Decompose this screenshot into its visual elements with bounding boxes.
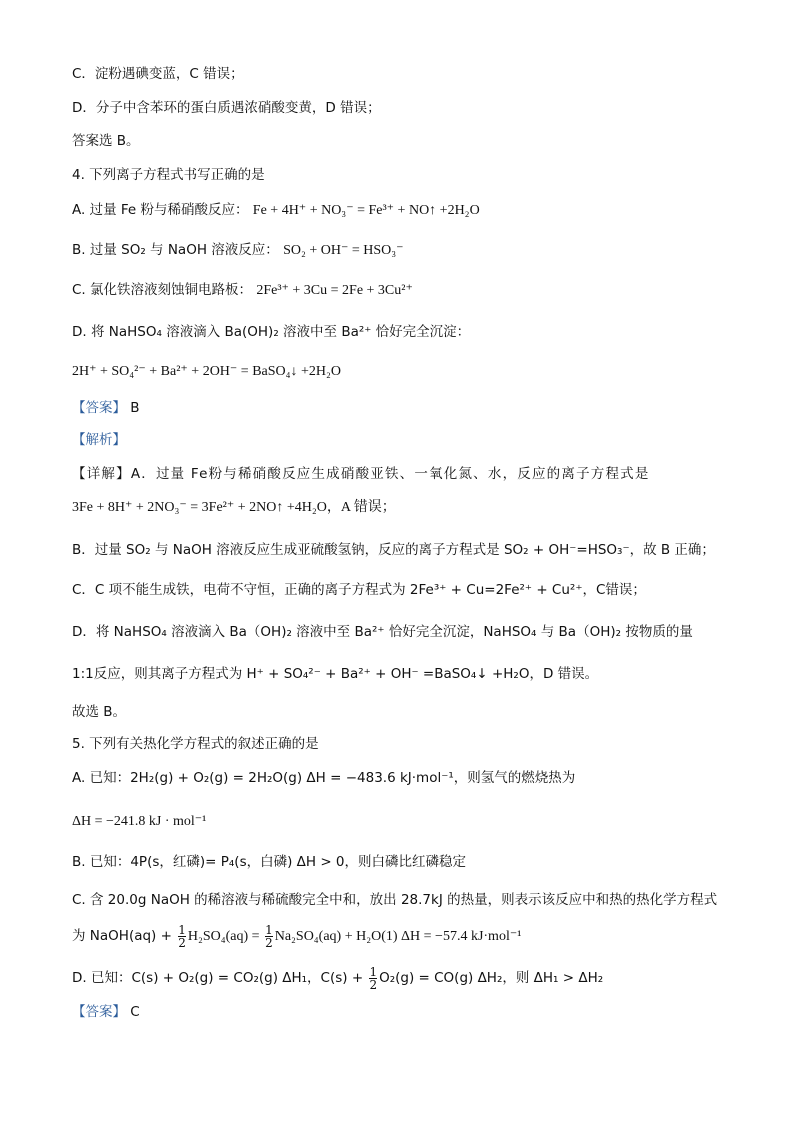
text-line: 答案选 B。 (72, 133, 140, 149)
answer-label: 【答案】 (72, 1004, 126, 1020)
explanation-text: A．过量 Fe粉与稀硝酸反应生成硝酸亚铁、一氧化氮、水，反应的离子方程式是 (130, 466, 650, 482)
option-c: C. 含 20.0g NaOH 的稀溶液与稀硫酸完全中和，放出 28.7kJ 的热量，则表示该反应中和热的热化学方程式 (72, 892, 718, 908)
denominator: 2 (369, 978, 378, 992)
numerator: 1 (265, 923, 273, 937)
answer-line (72, 1002, 140, 1022)
option-a (72, 200, 480, 221)
option-d (72, 966, 603, 991)
explanation-text: 3Fe + 8H⁺ + 2NO₃⁻ = 3Fe²⁺ + 2NO↑ +4H₂O，A 错误； (72, 500, 396, 515)
explanation-text: B．过量 SO₂ 与 NaOH 溶液反应生成亚硫酸氢钠，反应的离子方程式是 SO₂ + OH⁻=HSO₃⁻，故 B 正确； (72, 542, 715, 558)
option-text: B. 过量 SO₂ 与 NaOH 溶液反应： (72, 242, 279, 258)
text-line: C．淀粉遇碘变蓝，C 错误； (72, 66, 244, 82)
equation: SO₂ + OH⁻ = HSO₃⁻ (283, 243, 404, 258)
explanation-text: 1:1反应，则其离子方程式为 H⁺ + SO₄²⁻ + Ba²⁺ + OH⁻ =BaSO₄↓ +H₂O，D 错误。 (72, 666, 599, 682)
explanation-text: D．将 NaHSO₄ 溶液滴入 Ba（OH)₂ 溶液中至 Ba²⁺ 恰好完全沉淀，NaHSO₄ 与 Ba（OH)₂ 按物质的量 (72, 624, 693, 640)
numerator: 1 (178, 923, 186, 937)
question-5-title: 5. 下列有关热化学方程式的叙述正确的是 (72, 736, 319, 752)
equation: Fe + 4H⁺ + NO₃⁻ = Fe³⁺ + NO↑ +2H₂O (252, 203, 480, 218)
option-a: A. 已知：2H₂(g) + O₂(g) = 2H₂O(g) ΔH = −483.6 kJ·mol⁻¹，则氢气的燃烧热为 (72, 770, 576, 786)
fraction (369, 966, 377, 991)
option-c-equation (72, 924, 521, 949)
text-line: D．分子中含苯环的蛋白质遇浓硝酸变黄，D 错误； (72, 100, 381, 116)
detail-label: 【详解】 (72, 466, 131, 482)
fraction (178, 924, 186, 949)
denominator: 2 (265, 936, 273, 950)
equation: 2Fe³⁺ + 3Cu = 2Fe + 3Cu²⁺ (256, 283, 413, 298)
equation-part: D. 已知：C(s) + O₂(g) = CO₂(g) ΔH₁，C(s) + (72, 970, 368, 986)
question-4-title: 4. 下列离子方程式书写正确的是 (72, 167, 265, 183)
answer-label: 【答案】 (72, 400, 126, 416)
equation-part: 为 NaOH(aq) + (72, 928, 177, 944)
equation: 2H⁺ + SO₄²⁻ + Ba²⁺ + 2OH⁻ = BaSO₄↓ +2H₂O (72, 364, 342, 379)
equation: ΔH = −241.8 kJ · mol⁻¹ (72, 814, 207, 829)
denominator: 2 (178, 936, 186, 950)
answer-value: B (130, 400, 140, 416)
equation-part: O₂(g) = CO(g) ΔH₂，则 ΔH₁ > ΔH₂ (379, 970, 604, 986)
analysis-label: 【解析】 (72, 432, 126, 448)
answer-line (72, 398, 140, 418)
numerator: 1 (369, 965, 378, 979)
explanation-text: C．C 项不能生成铁，电荷不守恒，正确的离子方程式为 2Fe³⁺ + Cu=2Fe²⁺ + Cu²⁺，C错误； (72, 582, 646, 598)
option-b: B. 已知：4P(s，红磷)= P₄(s，白磷) ΔH > 0，则白磷比红磷稳定 (72, 854, 467, 870)
fraction (265, 924, 273, 949)
conclusion: 故选 B。 (72, 704, 127, 720)
equation-part: Na₂SO₄(aq) + H₂O(1) ΔH = −57.4 kJ·mol⁻¹ (274, 929, 522, 944)
option-b (72, 240, 404, 261)
answer-value: C (130, 1004, 140, 1020)
option-c (72, 280, 413, 301)
detail-line (72, 464, 650, 484)
equation-part: H₂SO₄(aq) = (187, 929, 264, 944)
option-text: A. 过量 Fe 粉与稀硝酸反应： (72, 202, 249, 218)
option-text: C. 氯化铁溶液刻蚀铜电路板： (72, 282, 253, 298)
option-d: D. 将 NaHSO₄ 溶液滴入 Ba(OH)₂ 溶液中至 Ba²⁺ 恰好完全沉淀： (72, 324, 471, 340)
